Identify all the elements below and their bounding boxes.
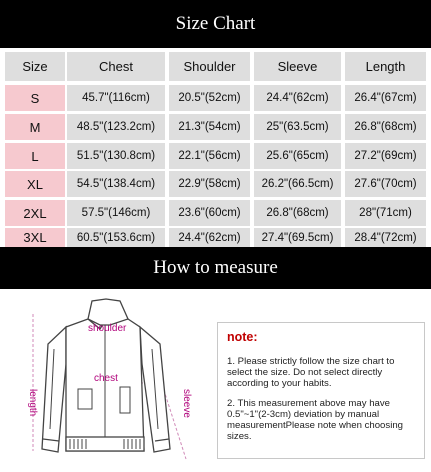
table-cell-shoulder: 20.5"(52cm) <box>169 85 250 111</box>
table-cell-sleeve: 26.2"(66.5cm) <box>254 171 341 197</box>
size-chart-title: Size Chart <box>0 0 431 48</box>
column-header: Shoulder <box>169 52 250 81</box>
table-cell-chest: 54.5"(138.4cm) <box>67 171 165 197</box>
table-cell-chest: 48.5"(123.2cm) <box>67 114 165 140</box>
size-cell: 3XL <box>5 228 65 247</box>
table-cell-length: 26.8"(68cm) <box>345 114 426 140</box>
table-cell-chest: 60.5"(153.6cm) <box>67 228 165 247</box>
size-cell: 2XL <box>5 200 65 226</box>
size-cell: S <box>5 85 65 111</box>
table-cell-shoulder: 22.1"(56cm) <box>169 143 250 169</box>
table-cell-sleeve: 27.4"(69.5cm) <box>254 228 341 247</box>
table-cell-length: 27.6"(70cm) <box>345 171 426 197</box>
size-cell: XL <box>5 171 65 197</box>
size-table <box>0 48 431 247</box>
column-header: Size <box>5 52 65 81</box>
size-cell: L <box>5 143 65 169</box>
column-header: Chest <box>67 52 165 81</box>
table-cell-shoulder: 24.4"(62cm) <box>169 228 250 247</box>
column-header: Length <box>345 52 426 81</box>
table-cell-length: 26.4"(67cm) <box>345 85 426 111</box>
measure-diagram <box>0 289 431 472</box>
table-cell-sleeve: 25.6"(65cm) <box>254 143 341 169</box>
table-cell-chest: 45.7"(116cm) <box>67 85 165 111</box>
table-cell-length: 28.4"(72cm) <box>345 228 426 247</box>
note-item-2: 2. This measurement above may have 0.5"~1"(2-3cm) deviation by manual measurementPlease note when choosing sizes. <box>227 398 403 442</box>
note-item-1: 1. Please strictly follow the size chart to select the size. Do not select directly according to your habits. <box>227 356 395 389</box>
column-header: Sleeve <box>254 52 341 81</box>
jacket-illustration <box>0 289 215 472</box>
table-cell-shoulder: 22.9"(58cm) <box>169 171 250 197</box>
size-cell: M <box>5 114 65 140</box>
table-cell-chest: 57.5"(146cm) <box>67 200 165 226</box>
sleeve-label: sleeve <box>181 389 192 418</box>
shoulder-label: shoulder <box>88 323 127 334</box>
table-cell-length: 27.2"(69cm) <box>345 143 426 169</box>
chest-label: chest <box>94 373 118 384</box>
table-cell-chest: 51.5"(130.8cm) <box>67 143 165 169</box>
table-cell-length: 28"(71cm) <box>345 200 426 226</box>
table-cell-shoulder: 21.3"(54cm) <box>169 114 250 140</box>
table-cell-sleeve: 26.8"(68cm) <box>254 200 341 226</box>
note-box <box>217 322 425 459</box>
table-cell-sleeve: 24.4"(62cm) <box>254 85 341 111</box>
note-title: note: <box>227 330 258 344</box>
length-label: length <box>27 389 38 417</box>
table-cell-shoulder: 23.6"(60cm) <box>169 200 250 226</box>
table-cell-sleeve: 25"(63.5cm) <box>254 114 341 140</box>
how-to-measure-title: How to measure <box>0 247 431 289</box>
